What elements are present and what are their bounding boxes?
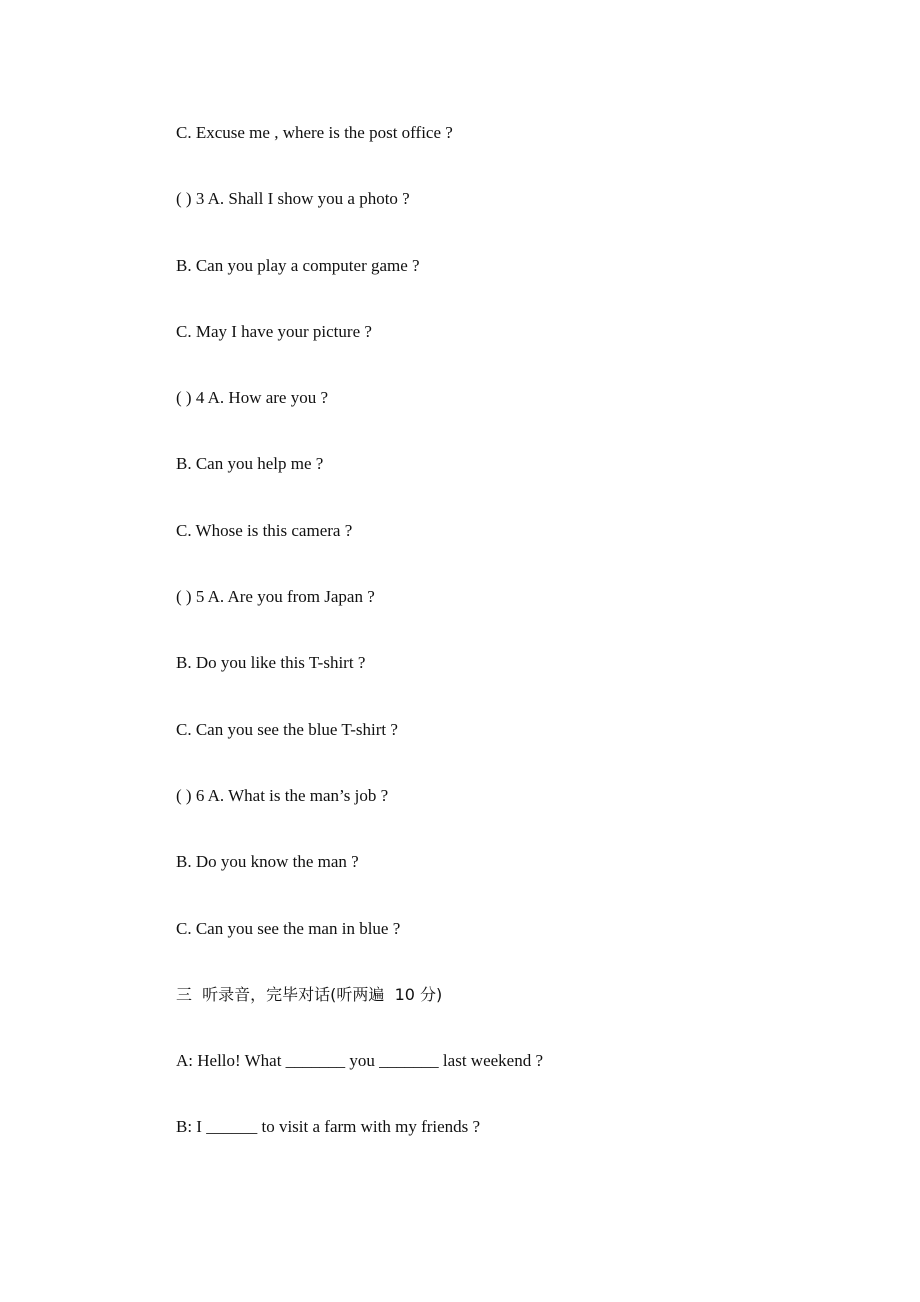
option-b-q4: B. Can you help me ? — [176, 454, 324, 473]
option-c-q5: C. Can you see the blue T-shirt ? — [176, 720, 398, 739]
question-4-option-a: ( ) 4 A. How are you ? — [176, 388, 329, 407]
dialogue-line-a: A: Hello! What _______ you _______ last weekend ? — [176, 1051, 544, 1070]
section-heading-3: 三 听录音，完毕对话(听两遍 10 分) — [176, 985, 443, 1004]
option-b-q5: B. Do you like this T-shirt ? — [176, 653, 366, 672]
question-5-option-a: ( ) 5 A. Are you from Japan ? — [176, 587, 375, 606]
option-c-q4: C. Whose is this camera ? — [176, 521, 353, 540]
option-c-q6: C. Can you see the man in blue ? — [176, 919, 401, 938]
question-6-option-a: ( ) 6 A. What is the man’s job ? — [176, 786, 389, 805]
option-b-q3: B. Can you play a computer game ? — [176, 256, 420, 275]
option-c-q2: C. Excuse me , where is the post office ? — [176, 123, 453, 142]
option-c-q3: C. May I have your picture ? — [176, 322, 372, 341]
option-b-q6: B. Do you know the man ? — [176, 852, 359, 871]
dialogue-line-b: B: I ______ to visit a farm with my friends ? — [176, 1117, 481, 1136]
question-3-option-a: ( ) 3 A. Shall I show you a photo ? — [176, 189, 410, 208]
